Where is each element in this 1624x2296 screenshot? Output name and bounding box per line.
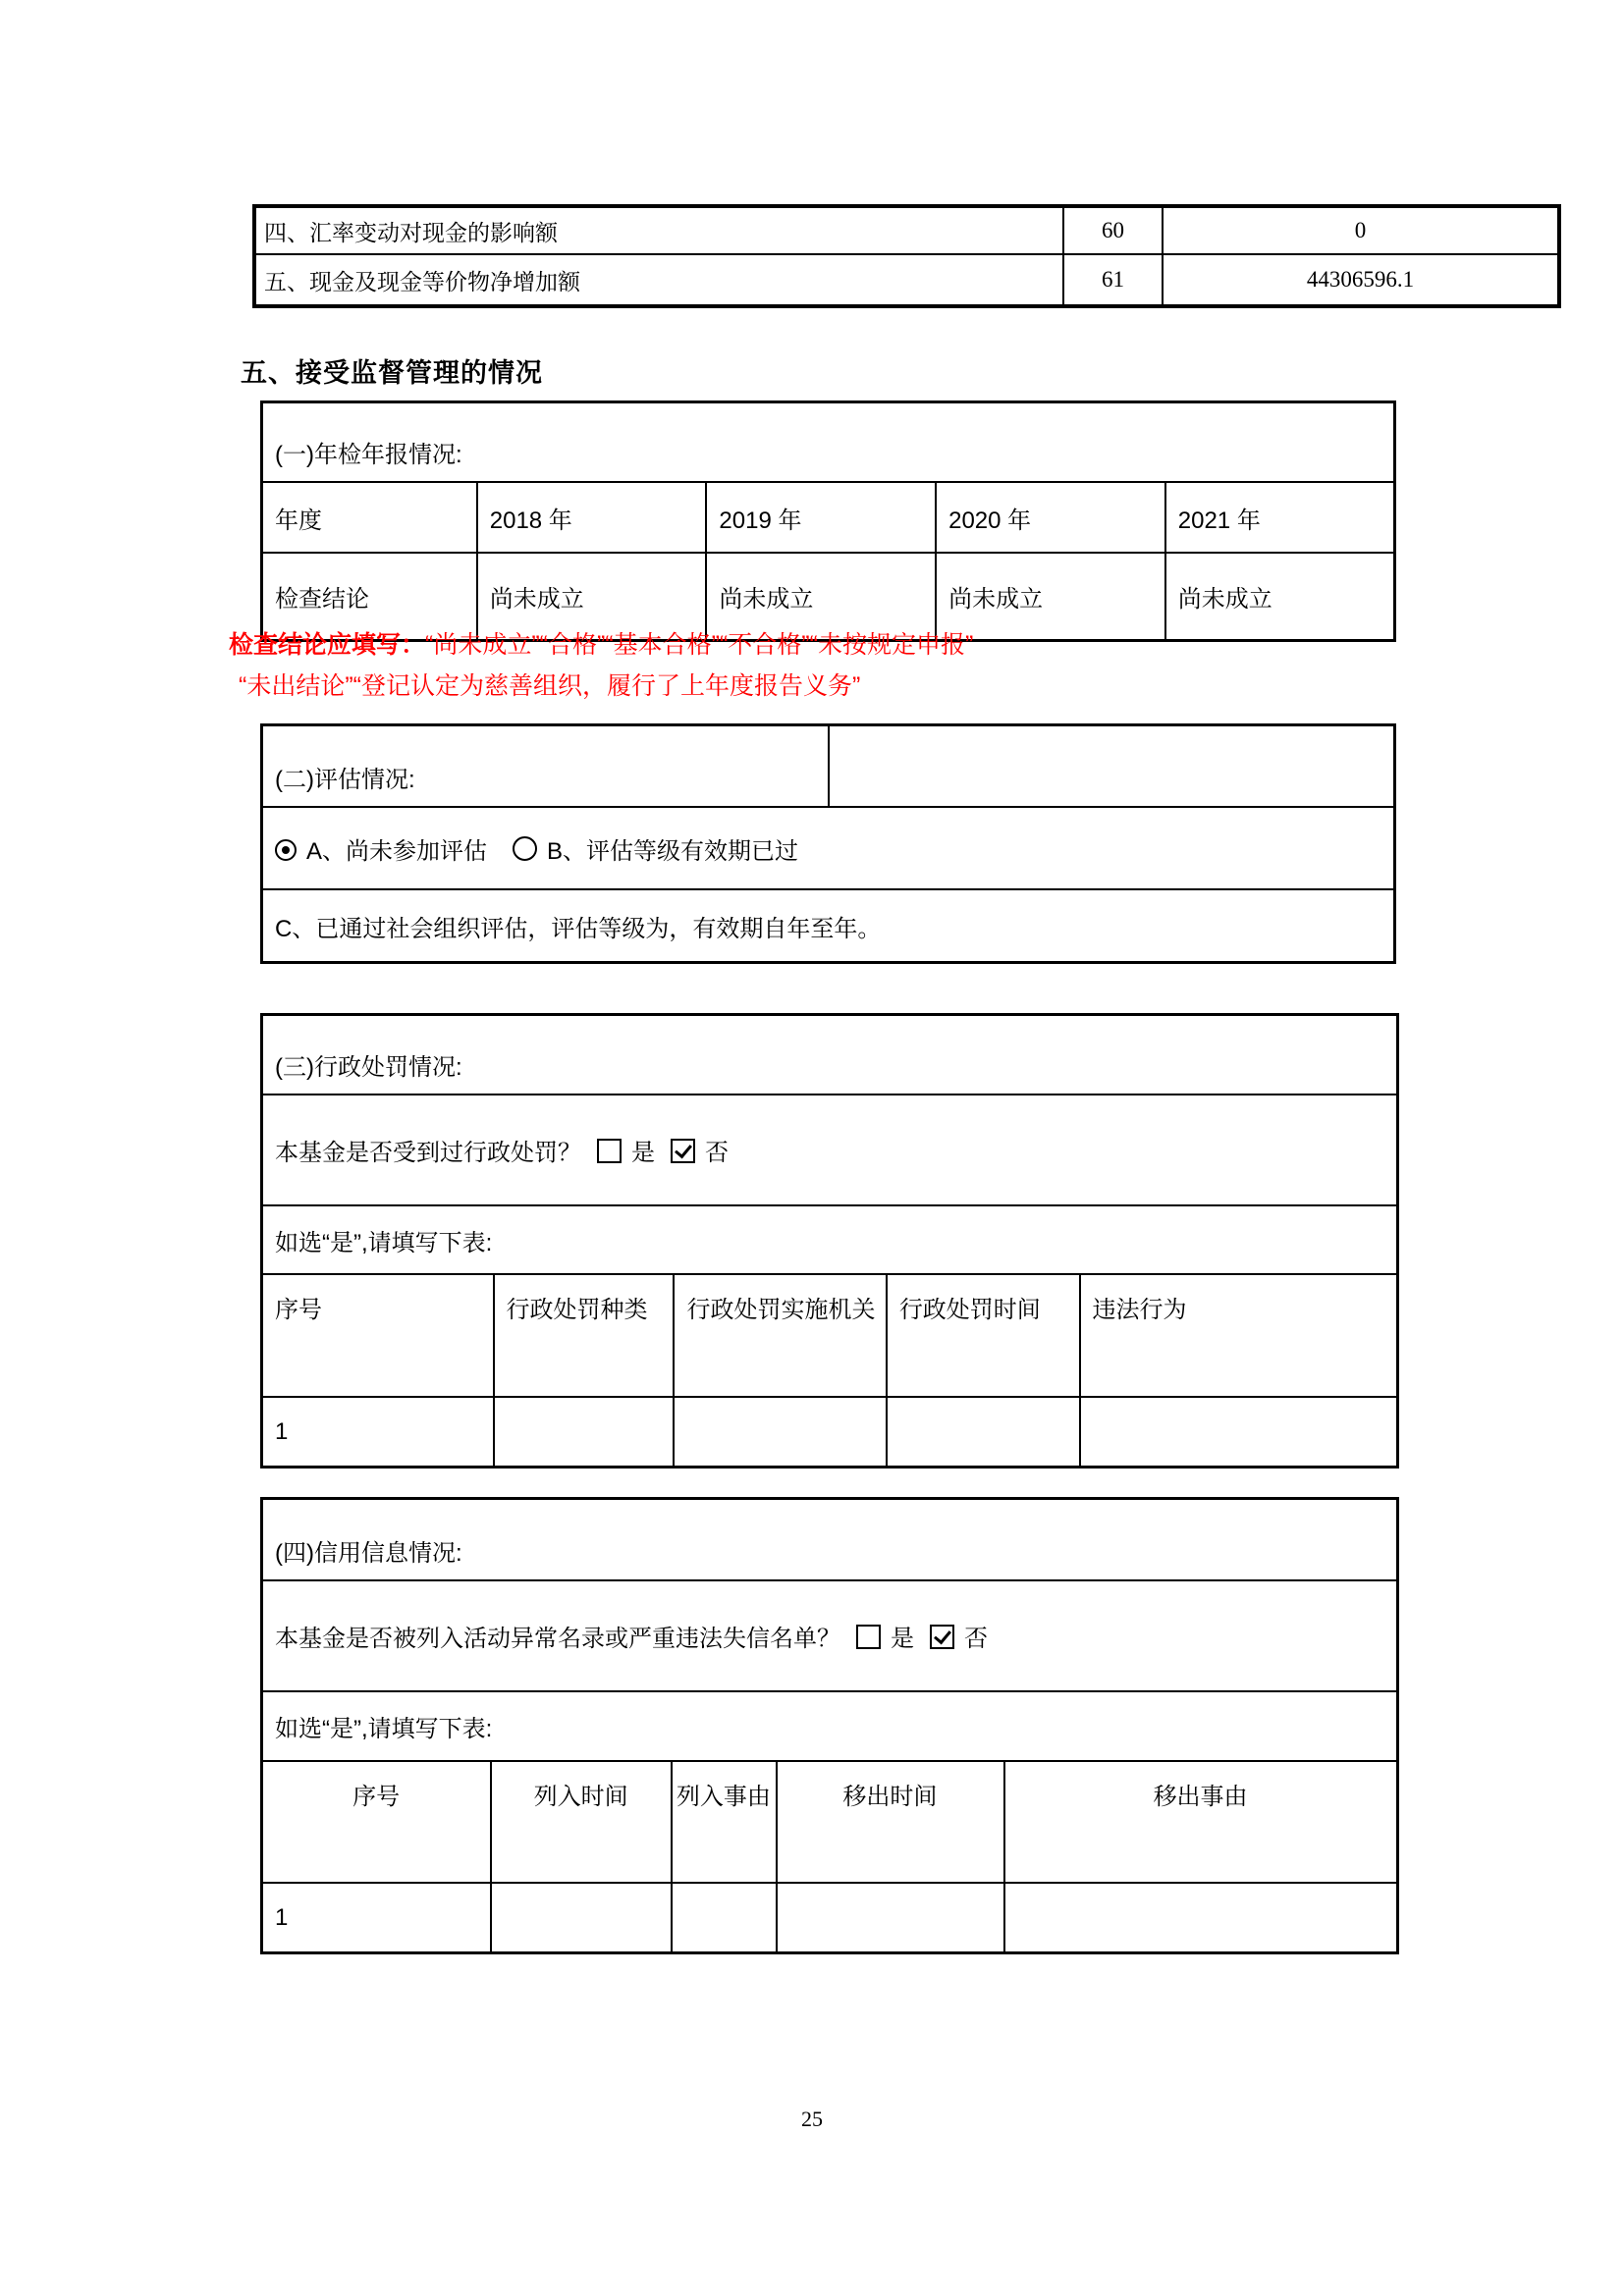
year-row-label: 年度 xyxy=(262,482,477,553)
table-row xyxy=(262,1580,1398,1691)
penalty-question-row xyxy=(262,1095,1398,1205)
empty-cell xyxy=(672,1883,776,1953)
table-row xyxy=(262,482,1395,553)
empty-cell xyxy=(887,1397,1080,1468)
column-header: 移出事由 xyxy=(1004,1761,1397,1883)
option-a-label: A、尚未参加评估 xyxy=(306,837,488,865)
checkbox-no-checked-icon xyxy=(930,1625,954,1649)
table-row xyxy=(262,1883,1398,1953)
cash-row-label: 四、汇率变动对现金的影响额 xyxy=(254,206,1063,254)
cash-row-line-no: 61 xyxy=(1063,254,1163,306)
checkbox-yes-unchecked-icon xyxy=(856,1625,881,1649)
conclusion-cell: 尚未成立 xyxy=(706,553,936,641)
cash-flow-table xyxy=(252,204,1561,308)
annual-check-caption: (一)年检年报情况: xyxy=(262,402,1395,483)
column-header: 行政处罚种类 xyxy=(494,1274,675,1397)
conclusion-cell: 尚未成立 xyxy=(1165,553,1395,641)
empty-cell xyxy=(777,1883,1005,1953)
conclusion-cell: 尚未成立 xyxy=(936,553,1165,641)
evaluation-caption: (二)评估情况: xyxy=(262,725,829,808)
credit-question-row xyxy=(262,1580,1398,1691)
column-header: 列入时间 xyxy=(491,1761,672,1883)
empty-cell xyxy=(829,725,1395,808)
table-row xyxy=(262,1015,1398,1095)
table-row xyxy=(262,807,1395,889)
column-header: 行政处罚实施机关 xyxy=(674,1274,886,1397)
cash-row-amount: 0 xyxy=(1163,206,1559,254)
no-label: 否 xyxy=(964,1626,988,1652)
radio-option-a-selected-icon xyxy=(275,839,297,861)
column-header: 移出时间 xyxy=(777,1761,1005,1883)
table-row xyxy=(254,206,1559,254)
empty-cell xyxy=(494,1397,675,1468)
inspection-note xyxy=(229,624,1466,707)
column-header: 序号 xyxy=(262,1274,494,1397)
row-index-cell: 1 xyxy=(262,1883,492,1953)
table-row xyxy=(262,1205,1398,1274)
page-number: 25 xyxy=(801,2107,823,2131)
credit-caption: (四)信用信息情况: xyxy=(262,1499,1398,1581)
evaluation-table xyxy=(260,723,1396,964)
yes-label: 是 xyxy=(891,1626,914,1652)
table-row xyxy=(254,254,1559,306)
table-row xyxy=(262,1691,1398,1761)
option-c-label: C、已通过社会组织评估，评估等级为，有效期自年至年。 xyxy=(262,889,1395,963)
table-row xyxy=(262,402,1395,483)
yes-label: 是 xyxy=(631,1140,655,1166)
penalty-table-hint: 如选“是”,请填写下表: xyxy=(262,1205,1398,1274)
checkbox-yes-unchecked-icon xyxy=(597,1139,622,1163)
note-line-1 xyxy=(229,624,1466,666)
table-row xyxy=(262,1397,1398,1468)
penalty-caption: (三)行政处罚情况: xyxy=(262,1015,1398,1095)
credit-table xyxy=(260,1497,1399,1954)
no-label: 否 xyxy=(705,1140,729,1166)
year-cell: 2019 年 xyxy=(706,482,936,553)
year-cell: 2021 年 xyxy=(1165,482,1395,553)
empty-cell xyxy=(491,1883,672,1953)
year-cell: 2020 年 xyxy=(936,482,1165,553)
cash-row-line-no: 60 xyxy=(1063,206,1163,254)
table-row xyxy=(262,1761,1398,1883)
note-line-2: “未出结论”“登记认定为慈善组织，履行了上年度报告义务” xyxy=(239,672,861,700)
conclusion-row-label: 检查结论 xyxy=(262,553,477,641)
table-row xyxy=(262,1095,1398,1205)
radio-option-b-icon xyxy=(513,836,537,861)
option-b-label: B、评估等级有效期已过 xyxy=(547,837,799,865)
table-row xyxy=(262,1499,1398,1581)
credit-question: 本基金是否被列入活动异常名录或严重违法失信名单？ xyxy=(275,1626,840,1652)
checkbox-no-checked-icon xyxy=(671,1139,695,1163)
cash-row-label: 五、现金及现金等价物净增加额 xyxy=(254,254,1063,306)
annual-check-table xyxy=(260,400,1396,642)
penalty-table xyxy=(260,1013,1399,1468)
empty-cell xyxy=(1080,1397,1398,1468)
note-lead: 检查结论应填写： xyxy=(229,631,426,659)
column-header: 行政处罚时间 xyxy=(887,1274,1080,1397)
section-title: 五、接受监督管理的情况 xyxy=(241,358,543,388)
table-row xyxy=(262,1274,1398,1397)
column-header: 序号 xyxy=(262,1761,492,1883)
table-row xyxy=(262,725,1395,808)
cash-row-amount: 44306596.1 xyxy=(1163,254,1559,306)
note-options: “尚未成立”“合格”“基本合格”“不合格”“未按规定申报” xyxy=(425,631,974,659)
table-row xyxy=(262,889,1395,963)
empty-cell xyxy=(674,1397,886,1468)
empty-cell xyxy=(1004,1883,1397,1953)
credit-table-hint: 如选“是”,请填写下表: xyxy=(262,1691,1398,1761)
evaluation-options-row xyxy=(262,807,1395,889)
row-index-cell: 1 xyxy=(262,1397,494,1468)
penalty-question: 本基金是否受到过行政处罚？ xyxy=(275,1140,581,1166)
conclusion-cell: 尚未成立 xyxy=(477,553,707,641)
column-header: 列入事由 xyxy=(672,1761,776,1883)
column-header: 违法行为 xyxy=(1080,1274,1398,1397)
year-cell: 2018 年 xyxy=(477,482,707,553)
